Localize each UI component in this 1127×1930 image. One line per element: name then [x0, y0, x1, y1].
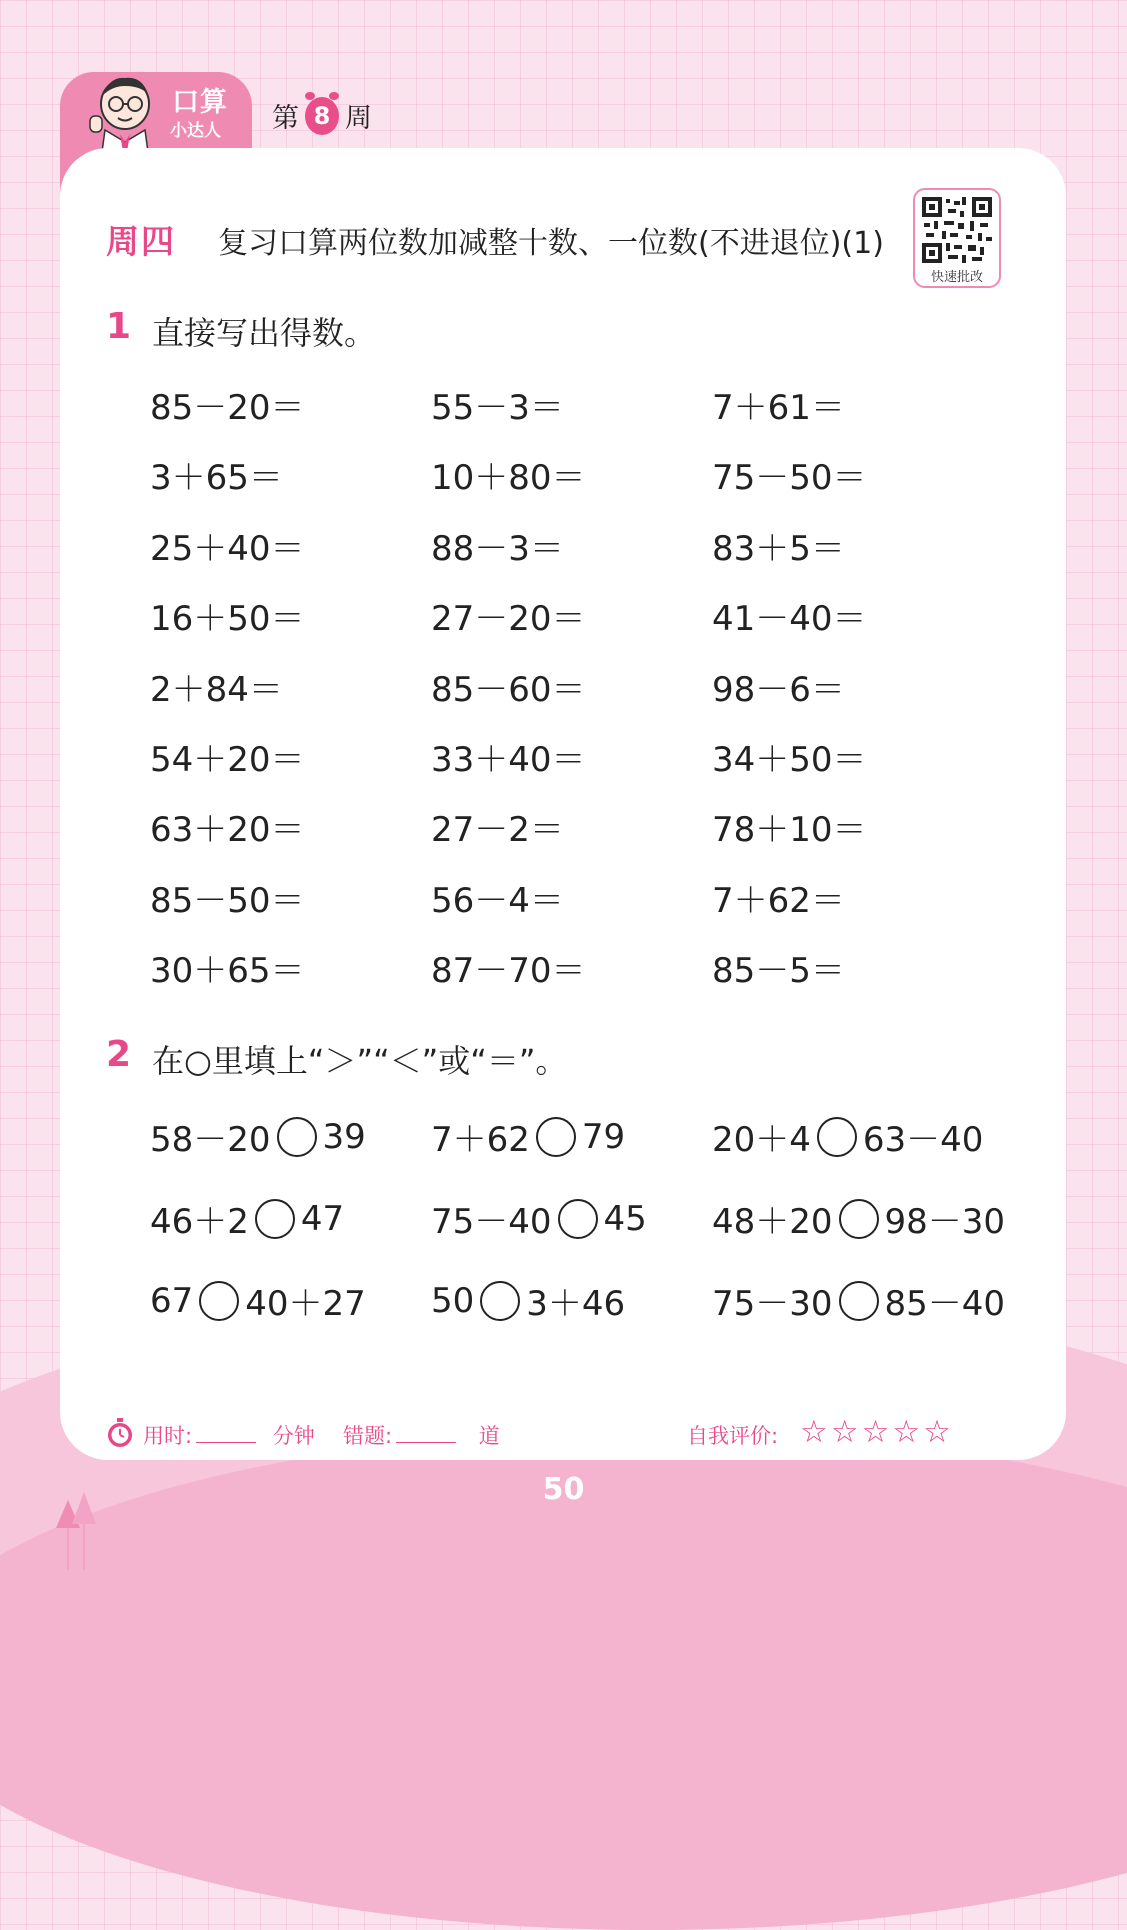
tree-icon: [56, 1492, 98, 1570]
calc-problem: 85－60＝: [431, 669, 586, 710]
compare-problem: [431, 1194, 647, 1243]
tab-subtitle: 小达人: [170, 121, 221, 141]
rating-stars[interactable]: ☆☆☆☆☆: [800, 1414, 954, 1450]
calc-problem: 55－3＝: [431, 388, 564, 428]
calc-problem: 85－50＝: [150, 880, 305, 921]
calc-problem: 41－40＝: [712, 599, 867, 640]
answer-circle[interactable]: [480, 1281, 520, 1321]
calc-problem: 75－50＝: [712, 458, 867, 499]
calc-problem: 30＋65＝: [150, 951, 305, 992]
errors-blank[interactable]: [396, 1442, 456, 1443]
page-number: 50: [542, 1472, 585, 1507]
calc-problem: 85－20＝: [150, 388, 305, 428]
compare-left: 50: [431, 1280, 475, 1321]
time-blank[interactable]: [196, 1442, 256, 1443]
compare-left: 20＋4: [712, 1120, 811, 1160]
calc-problem: 25＋40＝: [150, 528, 305, 569]
compare-right: 40＋27: [245, 1284, 366, 1324]
section-2-number: 2: [106, 1034, 132, 1075]
compare-right: 47: [300, 1198, 345, 1239]
section-1-title: 直接写出得数。: [152, 314, 377, 352]
stopwatch-icon: [106, 1418, 134, 1448]
week-number-badge: 8: [305, 97, 339, 135]
answer-circle[interactable]: [199, 1281, 239, 1321]
section-2-title: 在○里填上“＞”“＜”或“＝”。: [152, 1042, 568, 1080]
calc-problem: 54＋20＝: [150, 740, 305, 780]
qr-label: 快速批改: [930, 270, 983, 285]
errors-unit: 道: [478, 1424, 500, 1448]
calc-problem: 56－4＝: [431, 880, 564, 921]
self-eval-label: 自我评价:: [687, 1424, 779, 1448]
answer-circle[interactable]: [558, 1199, 598, 1239]
compare-problem: [431, 1112, 625, 1161]
calc-problem: 7＋62＝: [712, 880, 845, 921]
calc-problem: 85－5＝: [712, 951, 845, 992]
lesson-title: 复习口算两位数加减整十数、一位数(不进退位)(1): [218, 226, 884, 261]
calc-problem: 63＋20＝: [150, 810, 305, 851]
calc-problem: 27－2＝: [431, 810, 564, 851]
calc-problem: 7＋61＝: [712, 388, 845, 428]
answer-circle[interactable]: [255, 1199, 295, 1239]
calc-problem: 98－6＝: [712, 669, 845, 710]
compare-left: 75－40: [431, 1202, 552, 1242]
compare-right: 3＋46: [526, 1284, 626, 1324]
calc-problem: 3＋65＝: [150, 458, 283, 499]
compare-problem: [712, 1276, 1005, 1325]
week-suffix: 周: [345, 103, 372, 134]
qr-code-icon: [922, 197, 992, 263]
compare-left: 75－30: [712, 1284, 833, 1324]
calc-problem: 83＋5＝: [712, 528, 845, 569]
week-prefix: 第: [272, 103, 299, 134]
compare-right: 85－40: [884, 1284, 1006, 1324]
tab-title: 口算: [172, 87, 228, 118]
qr-code-box[interactable]: [913, 188, 1001, 288]
answer-circle[interactable]: [817, 1117, 857, 1157]
compare-left: 67: [150, 1280, 194, 1321]
compare-problem: [431, 1276, 625, 1325]
calc-problem: 10＋80＝: [431, 458, 586, 499]
calc-problem: 27－20＝: [431, 599, 586, 640]
compare-problem: [150, 1112, 366, 1161]
compare-problem: [150, 1194, 344, 1243]
time-unit: 分钟: [272, 1424, 315, 1448]
calc-problem: 2＋84＝: [150, 669, 283, 710]
compare-right: 79: [581, 1116, 626, 1157]
compare-left: 48＋20: [712, 1202, 833, 1242]
compare-right: 45: [603, 1198, 647, 1239]
answer-circle[interactable]: [839, 1199, 879, 1239]
mascot-icon: [80, 72, 170, 152]
errors-field: [343, 1420, 500, 1450]
compare-right: 63－40: [862, 1120, 984, 1160]
time-label: 用时:: [143, 1424, 193, 1448]
errors-label: 错题:: [343, 1424, 393, 1448]
answer-circle[interactable]: [536, 1117, 576, 1157]
compare-problem: [150, 1276, 366, 1325]
section-1-number: 1: [106, 306, 132, 347]
calc-problem: 88－3＝: [431, 528, 564, 569]
calc-problem: 78＋10＝: [712, 810, 867, 851]
compare-right: 98－30: [884, 1202, 1006, 1242]
compare-left: 7＋62: [431, 1120, 530, 1160]
calc-problem: 33＋40＝: [431, 740, 586, 780]
compare-left: 58－20: [150, 1120, 271, 1160]
calc-problem: 16＋50＝: [150, 599, 305, 640]
day-label: 周四: [106, 222, 176, 261]
compare-left: 46＋2: [150, 1202, 249, 1242]
compare-problem: [712, 1194, 1005, 1243]
week-indicator: [272, 96, 372, 135]
compare-problem: [712, 1112, 983, 1161]
answer-circle[interactable]: [839, 1281, 879, 1321]
time-field: [143, 1420, 315, 1450]
compare-right: 39: [322, 1116, 366, 1157]
calc-problem: 34＋50＝: [712, 740, 867, 780]
calc-problem: 87－70＝: [431, 951, 586, 992]
answer-circle[interactable]: [277, 1117, 317, 1157]
